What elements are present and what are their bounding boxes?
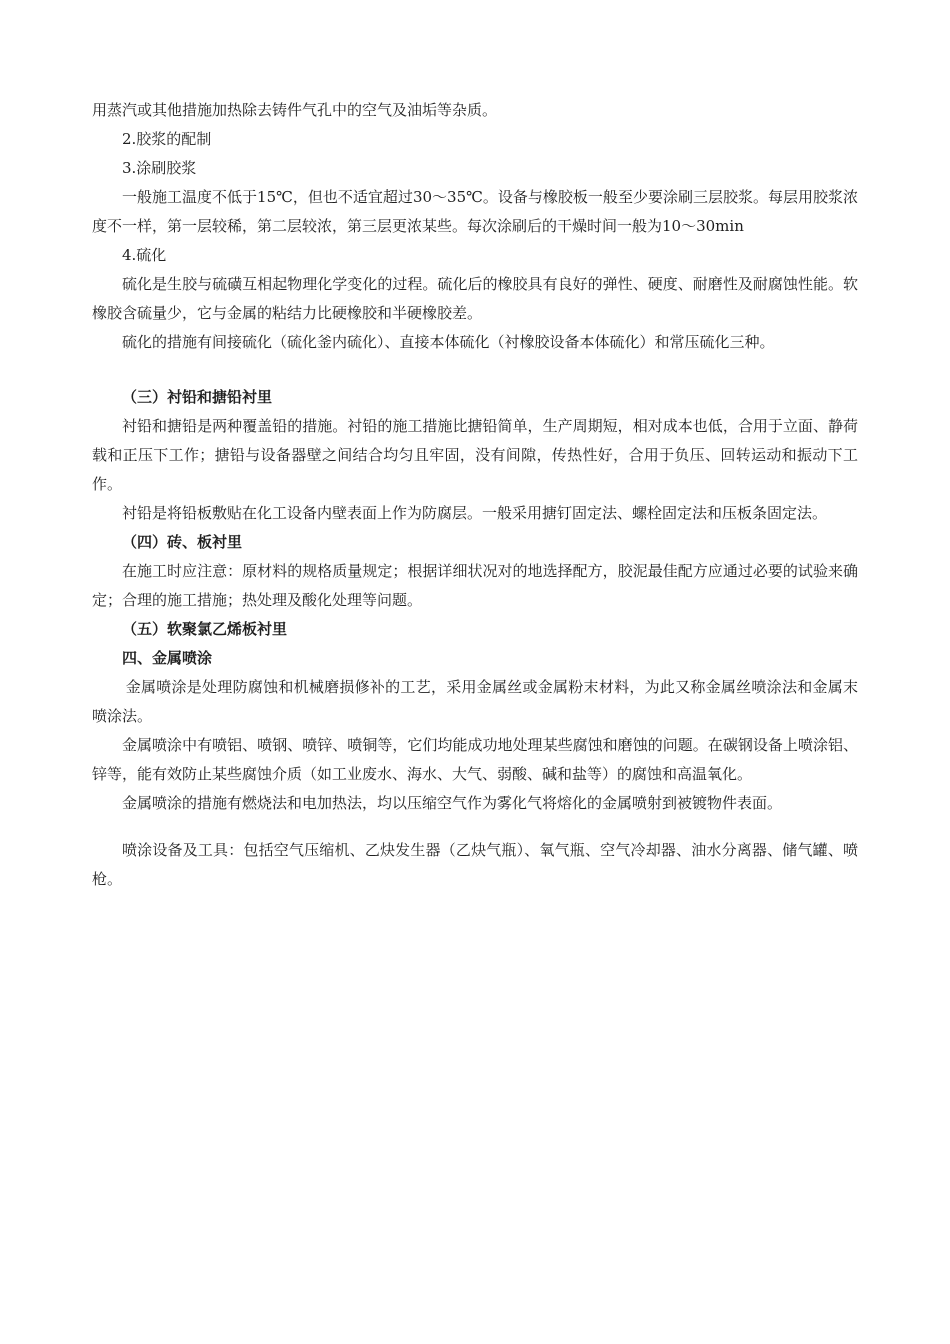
paragraph-brushing-glue: 一般施工温度不低于15℃，但也不适宜超过30～35℃。设备与橡胶板一般至少要涂刷三层胶浆。每层用胶浆浓度不一样，第一层较稀，第二层较浓，第三层更浓某些。每次涂刷后的干燥时间一般为10～30min bbox=[92, 188, 858, 235]
section-heading-brick-lining: （四）砖、板衬里 bbox=[122, 533, 243, 551]
paragraph-metal-spraying: 金属喷涂是处理防腐蚀和机械磨损修补的工艺，采用金属丝或金属粉末材料，为此又称金属丝喷涂法和金属末喷涂法。 bbox=[92, 678, 858, 725]
step-4-heading: 4.硫化 bbox=[122, 246, 167, 264]
paragraph-lead-sheet: 衬铅是将铅板敷贴在化工设备内壁表面上作为防腐层。一般采用搪钉固定法、螺栓固定法和压板条固定法。 bbox=[122, 504, 828, 522]
step-3-heading: 3.涂刷胶浆 bbox=[122, 159, 197, 177]
paragraph-vulcanization-methods: 硫化的措施有间接硫化（硫化釜内硫化）、直接本体硫化（衬橡胶设备本体硫化）和常压硫化三种。 bbox=[122, 333, 775, 351]
paragraph-steam-heating: 用蒸汽或其他措施加热除去铸件气孔中的空气及油垢等杂质。 bbox=[92, 101, 498, 119]
paragraph-vulcanization: 硫化是生胶与硫磺互相起物理化学变化的过程。硫化后的橡胶具有良好的弹性、硬度、耐磨性及耐腐蚀性能。软橡胶含硫量少，它与金属的粘结力比硬橡胶和半硬橡胶差。 bbox=[92, 275, 858, 322]
paragraph-lead-lining: 衬铅和搪铅是两种覆盖铅的措施。衬铅的施工措施比搪铅简单，生产周期短，相对成本也低，合用于立面、静荷载和正压下工作；搪铅与设备器壁之间结合均匀且牢固，没有间隙，传热性好，合用于负压、回转运动和振动下工作。 bbox=[92, 417, 858, 493]
paragraph-brick-lining: 在施工时应注意：原材料的规格质量规定；根据详细状况对的地选择配方，胶泥最佳配方应通过必要的试验来确定；合理的施工措施；热处理及酸化处理等问题。 bbox=[92, 562, 858, 609]
paragraph-spraying-types: 金属喷涂中有喷铝、喷钢、喷锌、喷铜等，它们均能成功地处理某些腐蚀和磨蚀的问题。在碳钢设备上喷涂铝、锌等，能有效防止某些腐蚀介质（如工业废水、海水、大气、弱酸、碱和盐等）的腐蚀和高温氧化。 bbox=[92, 736, 858, 783]
spacer bbox=[92, 357, 858, 383]
section-heading-pvc-lining: （五）软聚氯乙烯板衬里 bbox=[122, 620, 288, 638]
section-heading-lead-lining: （三）衬铅和搪铅衬里 bbox=[122, 388, 273, 406]
chapter-heading-metal-spraying: 四、金属喷涂 bbox=[122, 649, 213, 667]
step-2-heading: 2.胶浆的配制 bbox=[122, 130, 212, 148]
document-body bbox=[92, 96, 858, 894]
spacer bbox=[92, 818, 858, 836]
paragraph-spraying-methods: 金属喷涂的措施有燃烧法和电加热法，均以压缩空气作为雾化气将熔化的金属喷射到被镀物件表面。 bbox=[122, 794, 783, 812]
paragraph-spraying-equipment: 喷涂设备及工具：包括空气压缩机、乙炔发生器（乙炔气瓶）、氧气瓶、空气冷却器、油水分离器、储气罐、喷枪。 bbox=[92, 841, 858, 888]
